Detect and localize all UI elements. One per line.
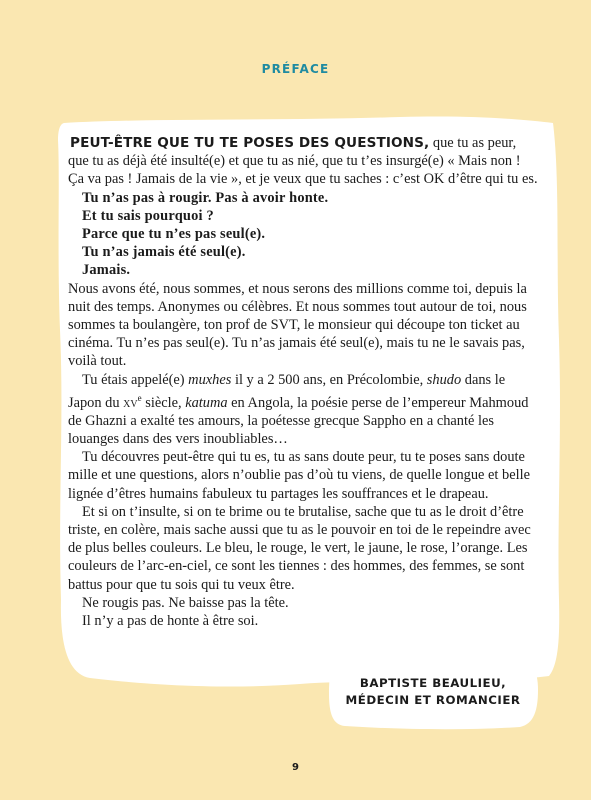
bold-statement: Jamais.: [82, 262, 131, 279]
bold-statement: Parce que tu n’es pas seul(e).: [82, 226, 266, 243]
body-paragraph: Nous avons été, nous sommes, et nous serons des millions comme toi, depuis la nuit des temps. Anonymes ou célèbres. Et nous sommes tout autour de toi, nous sommes ta boulangère, ton prof de SVT, le monsieur qui découpe ton ticket au cinéma. Tu n’es pas seul(e). Tu n’as jamais été seul(e), mais tu ne le savais pas, voilà tout.: [68, 280, 527, 370]
body-paragraph: Tu découvres peut-être qui tu es, tu as sans doute peur, tu te poses sans doute mille et une questions, alors n’oublie pas d’où tu viens, de quelle longue et belle lignée d’êtres humains fabuleux tu partages les souffrances et le drapeau.: [68, 449, 530, 502]
preface-body: [68, 134, 538, 630]
term-katuma: katuma: [185, 394, 228, 411]
page-header-title: PRÉFACE: [261, 62, 330, 76]
bold-statement: Tu n’as pas à rougir. Pas à avoir honte.: [82, 189, 329, 206]
author-title: MÉDECIN ET ROMANCIER: [345, 693, 521, 707]
lead-in-heading: PEUT-ÊTRE QUE TU TE POSES DES QUESTIONS,: [70, 135, 430, 151]
author-signature: [338, 660, 528, 722]
term-muxhes: muxhes: [188, 371, 232, 388]
bold-statement: Tu n’as jamais été seul(e).: [82, 244, 246, 261]
body-paragraph: Et si on t’insulte, si on te brime ou te brutalise, sache que tu as le droit d’être triste, en colère, mais sache aussi que tu as le pouvoir en toi de le repeindre avec de plus belles couleurs. Le bleu, le rouge, le vert, le jaune, le rose, l’orange. Les couleurs de l’arc-en-ciel, ce sont les tiennes : des hommes, des femmes, se sont battus pour que tu sois qui tu veux être.: [68, 503, 531, 593]
page-number: 9: [292, 762, 299, 773]
body-paragraph: Ne rougis pas. Ne baisse pas la tête.: [82, 594, 289, 611]
century-numeral: xv: [123, 394, 138, 411]
intro-paragraph: [68, 134, 538, 189]
term-shudo: shudo: [426, 371, 462, 388]
body-paragraph: Il n’y a pas de honte à être soi.: [82, 613, 259, 630]
body-paragraph: Tu étais appelé(e) muxhes il y a 2 500 ans, en Précolombie, shudo dans le Japon du $xv^e$ siècle, katuma en Angola, la poésie perse de l’empereur Mahmoud de Ghazni a exalté tes amours, la poétesse grecque Sappho en a chanté les louanges dans des vers inoubliables…: [68, 371, 529, 448]
author-name: BAPTISTE BEAULIEU,: [359, 676, 507, 690]
bold-statement: Et tu sais pourquoi ?: [82, 207, 214, 224]
intro-text: que tu as peur, que tu as déjà été insulté(e) et que tu as nié, que tu t’es insurgé(e) « Mais non ! Ça va pas ! Jamais de la vie », et je veux que tu saches : c’est OK d’être qui tu es.: [68, 135, 538, 188]
